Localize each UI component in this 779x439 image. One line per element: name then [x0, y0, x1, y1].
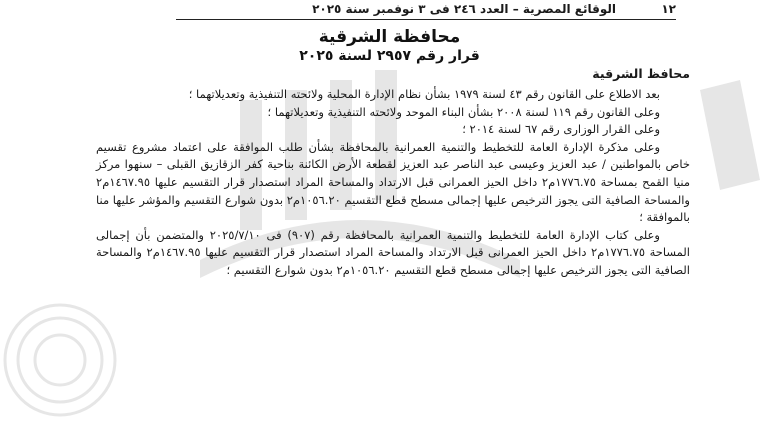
paragraph: بعد الاطلاع على القانون رقم ٤٣ لسنة ١٩٧٩ بشأن نظام الإدارة المحلية ولائحته التنفيذية وتعديلاتهما ؛	[188, 87, 660, 101]
header-divider	[176, 19, 676, 20]
governorate-title: محافظة الشرقية	[318, 27, 461, 47]
paragraph: وعلى مذكرة الإدارة العامة للتخطيط والتنمية العمرانية بالمحافظة بشأن طلب الموافقة على اعتماد مشروع تقسيم خاص بالمواطنين / عبد العزيز وعيسى عبد الناصر عبد العزيز لقطعة الأرض الكائنة بناحية كفر الزقازيق القبلى – سنهوا مركز منيا القمح بمساحة ١٧٧٦.٧٥م٢ داخل الحيز العمرانى قبل الارتداد والمساحة المراد استصدار قرار التقسيم عليها ١٤٦٧.٩٥م٢ والمساحة الصافية التى يجوز الترخيص عليها إجمالى مسطح قطع التقسيم ١٠٥٦.٢٠م٢ بدون شوارع التقسيم والمؤشر عليها منا بالموافقة ؛	[96, 139, 691, 225]
decree-body	[96, 64, 690, 280]
running-header	[176, 0, 676, 18]
issue-title: الوقائع المصرية – العدد ٢٤٦ فى ٣ نوفمبر سنة ٢٠٢٥	[312, 2, 616, 16]
paragraph: وعلى كتاب الإدارة العامة للتخطيط والتنمية العمرانية بالمحافظة رقم (٩٠٧) فى ٢٠٢٥/٧/١٠ والمتضمن بأن إجمالى المساحة ١٧٧٦.٧٥م٢ داخل الحيز العمرانى قبل الارتداد والمساحة المراد استصدار قرار التقسيم عليها ١٤٦٧.٩٥م٢ والمساحة الصافية التى يجوز الترخيص عليها إجمالى مسطح قطع التقسيم ١٠٥٦.٢٠م٢ بدون شوارع التقسيم ؛	[96, 227, 690, 277]
decree-title: قرار رقم ٢٩٥٧ لسنة ٢٠٢٥	[299, 48, 480, 64]
addressee: محافظ الشرقية	[592, 66, 690, 81]
paragraph: وعلى القرار الوزارى رقم ٦٧ لسنة ٢٠١٤ ؛	[462, 122, 660, 137]
paragraph: وعلى القانون رقم ١١٩ لسنة ٢٠٠٨ بشأن البناء الموحد ولائحته التنفيذية وتعديلاتهما ؛	[267, 104, 660, 119]
page-number: ١٢	[661, 2, 676, 16]
